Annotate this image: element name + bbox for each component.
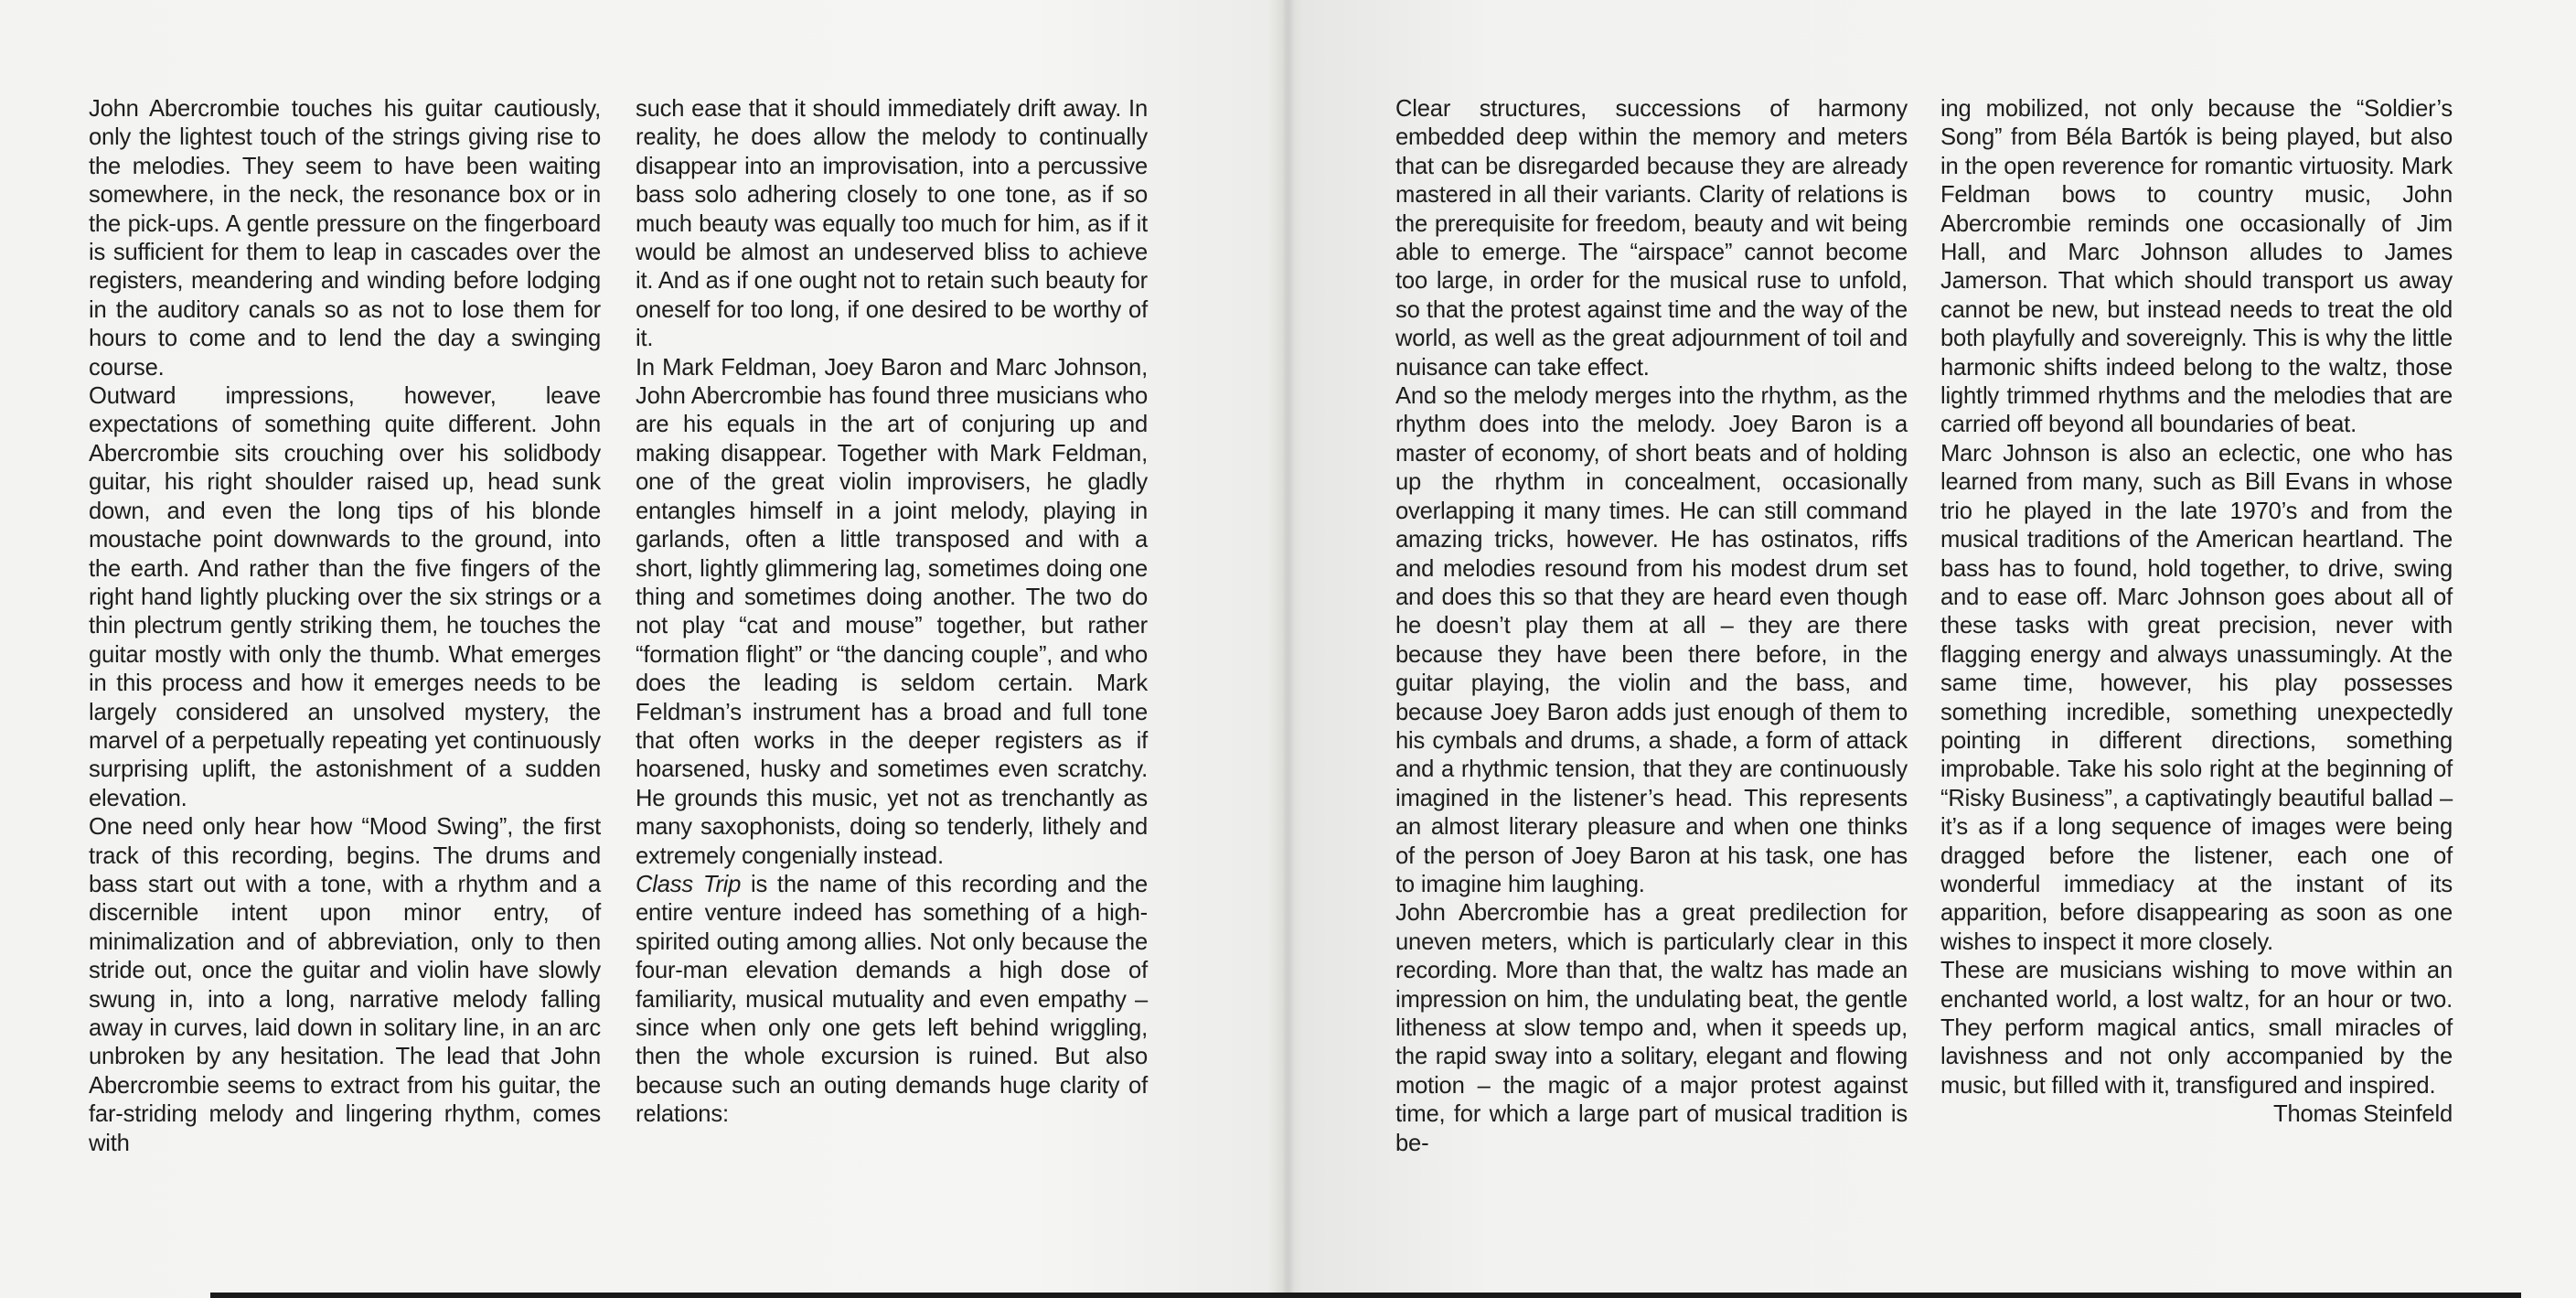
paragraph: John Abercrombie has a great predilection for uneven meters, which is particularly clear in this recording. More than that, the waltz has made an impression on him, the undulating beat, the gentle litheness at slow tempo and, when it speeds up, the rapid sway into a solitary, elegant and flowing motion – the magic of a major protest against time, for which a large part of musical tradition is be- bbox=[1395, 900, 1908, 1156]
bottom-edge-shadow bbox=[210, 1293, 2521, 1298]
paragraph bbox=[636, 871, 1148, 1130]
paragraph: John Abercrombie touches his guitar cautiously, only the lightest touch of the strings giving rise to the melodies. They seem to have been waiting somewhere, in the neck, the resonance box or in the pick-ups. A gentle pressure on the fingerboard is sufficient for them to leap in cascades over the registers, meandering and winding before lodging in the auditory canals so as not to lose them for hours to come and to lend the day a swinging course. bbox=[89, 96, 601, 381]
paragraph-text: is the name of this recording and the entire venture indeed has something of a high-spirited outing among allies. Not only because the four-man elevation demands a high dose of familiarity, musical mutuality and even empathy – since when only one gets left behind wriggling, then the whole excursion is ruined. But also because such an outing demands huge clarity of relations: bbox=[636, 871, 1148, 1128]
album-title: Class Trip bbox=[636, 871, 742, 897]
paragraph: such ease that it should immediately drift away. In reality, he does allow the melody to continually disappear into an improvisation, into a percussive bass solo adhering closely to one tone, as if so much beauty was equally too much for him, as if it would be almost an undeserved bliss to achieve it. And as if one ought not to retain such beauty for oneself for too long, if one desired to be worthy of it. bbox=[636, 96, 1148, 352]
paragraph: Marc Johnson is also an eclectic, one who has learned from many, such as Bill Evans in whose trio he played in the late 1970’s and from the musical traditions of the American heartland. The bass has to found, hold together, to drive, swing and to ease off. Marc Johnson goes about all of these tasks with great precision, never with flagging energy and always unassumingly. At the same time, however, his play possesses something incredible, something unexpectedly pointing in different directions, something improbable. Take his solo right at the beginning of “Risky Business”, a captivatingly beautiful ballad – it’s as if a long sequence of images were being dragged before the listener, each one of wonderful immediacy at the instant of its apparition, before disappearing as soon as one wishes to inspect it more closely. bbox=[1940, 440, 2453, 955]
paragraph: These are musicians wishing to move within an enchanted world, a lost waltz, for an hour or two. They perform magical antics, small miracles of lavishness and not only accompanied by the music, but filled with it, transfigured and inspired. bbox=[1940, 958, 2453, 1099]
paragraph: Clear structures, successions of harmony embedded deep within the memory and meters that can be disregarded because they are already mastered in all their variants. Clarity of relations is the prerequisite for freedom, beauty and wit being able to emerge. The “airspace” cannot become too large, in order for the musical ruse to unfold, so that the protest against time and the way of the world, as well as the great adjournment of toil and nuisance can take effect. bbox=[1395, 96, 1908, 381]
left-page-column-1 bbox=[89, 95, 601, 1158]
right-page-column-1 bbox=[1395, 95, 1908, 1158]
left-page-column-2 bbox=[636, 95, 1148, 1130]
paragraph: ing mobilized, not only because the “Soldier’s Song” from Béla Bartók is being played, but also in the open reverence for romantic virtuosity. Mark Feldman bows to country music, John Abercrombie reminds one occasionally of Jim Hall, and Marc Johnson alludes to James Jamerson. That which should transport us away cannot be new, but instead needs to treat the old both playfully and sovereignly. This is why the little harmonic shifts indeed belong to the waltz, those lightly trimmed rhythms and the melodies that are carried off beyond all boundaries of beat. bbox=[1940, 96, 2453, 438]
right-page-column-2 bbox=[1940, 95, 2453, 1130]
paragraph: In Mark Feldman, Joey Baron and Marc Johnson, John Abercrombie has found three musicians who are his equals in the art of conjuring up and making disappear. Together with Mark Feldman, one of the great violin improvisers, he gladly entangles himself in a joint melody, playing in garlands, often a little transposed and with a short, lightly glimmering lag, sometimes doing one thing and sometimes doing another. The two do not play “cat and mouse” together, but rather “formation flight” or “the dancing couple”, and who does the leading is seldom certain. Mark Feldman’s instrument has a broad and full tone that often works in the deeper registers as if hoarsened, husky and sometimes even scratchy. He grounds this music, yet not as trenchantly as many saxophonists, doing so tenderly, lithely and extremely congenially instead. bbox=[636, 354, 1148, 869]
paragraph: Outward impressions, however, leave expectations of something quite different. John Abercrombie sits crouching over his solidbody guitar, his right shoulder raised up, head sunk down, and even the long tips of his blonde moustache point downwards to the ground, into the earth. And rather than the five fingers of the right hand lightly plucking over the six strings or a thin plectrum gently striking them, he touches the guitar mostly with only the thumb. What emerges in this process and how it emerges needs to be largely considered an unsolved mystery, the marvel of a perpetually repeating yet continuously surprising uplift, the astonishment of a sudden elevation. bbox=[89, 383, 601, 811]
paragraph: And so the melody merges into the rhythm, as the rhythm does into the melody. Joey Baron is a master of economy, of short beats and of holding up the rhythm in concealment, occasionally overlapping it many times. He can still command amazing tricks, however. He has ostinatos, riffs and melodies resound from his modest drum set and does this so that they are heard even though he doesn’t play them at all – they are there because they have been there before, in the guitar playing, the violin and the bass, and because Joey Baron adds just enough of them to his cymbals and drums, a shade, a form of attack and a rhythmic tension, that they are continuously imagined in the listener’s head. This represents an almost literary pleasure and when one thinks of the person of Joey Baron at his task, one has to imagine him laughing. bbox=[1395, 383, 1908, 897]
author-signature: Thomas Steinfeld bbox=[2273, 1101, 2453, 1128]
paragraph: One need only hear how “Mood Swing”, the first track of this recording, begins. The drums and bass start out with a tone, with a rhythm and a discernible intent upon minor entry, of minimalization and of abbreviation, only to then stride out, once the guitar and violin have slowly swung in, into a long, narrative melody falling away in curves, laid down in solitary line, in an arc unbroken by any hesitation. The lead that John Abercrombie seems to extract from his guitar, the far-striding melody and lingering rhythm, comes with bbox=[89, 814, 601, 1156]
center-fold bbox=[1282, 0, 1295, 1298]
